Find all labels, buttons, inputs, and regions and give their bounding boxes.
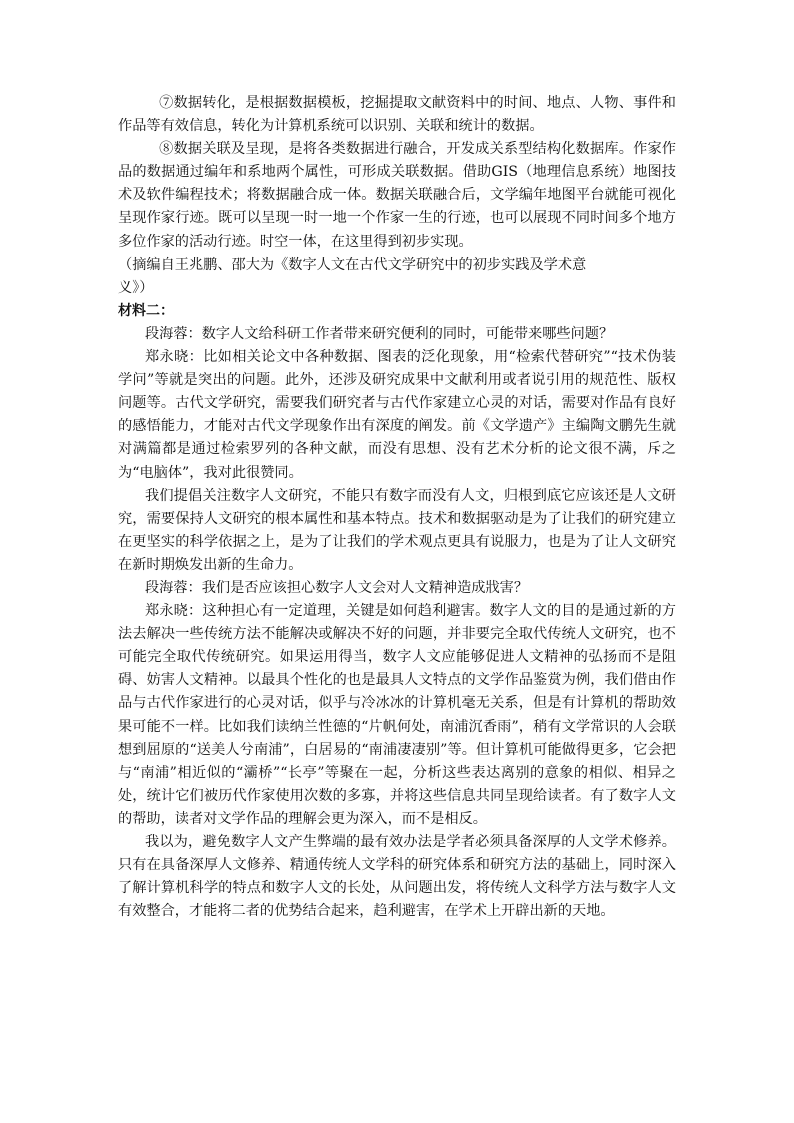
source-citation-end: 义》） bbox=[118, 279, 154, 296]
paragraph-data-association: ⑧数据关联及呈现，是将各类数据进行融合，开发成关系型结构化数据库。作家作品的数据通过编年和系地两个属性，可形成关联数据。借助GIS（地理信息系统）地图技术及软件编程技术；将数据融合成一体。数据关联融合后，文学编年地图平台就能可视化呈现作家行迹。既可以呈现一时一地一个作家一生的行迹，也可以展现不同时间多个地方多位作家的活动行迹。时空一体，在这里得到初步实现。 bbox=[118, 141, 676, 250]
dialogue-paragraph: 段海蓉：数字人文给科研工作者带来研究便利的同时，可能带来哪些问题？ bbox=[144, 325, 614, 342]
dialogue-paragraph: 郑永晓：比如相关论文中各种数据、图表的泛化现象，用“检索代替研究”“技术伪装学问”等就是突出的问题。此外，还涉及研究成果中文献利用或者说引用的规范性、版权问题等。古代文学研究，需要我们研究者与古代作家建立心灵的对话，需要对作品有良好的感悟能力，才能对古代文学现象作出有深度的阐发。前《文学遗产》主编陶文鹏先生就对满篇都是通过检索罗列的各种文献，而没有思想、没有艺术分析的论文很不满，斥之为“电脑体”，我对此很赞同。 bbox=[118, 349, 676, 481]
dialogue-paragraph: 我以为，避免数字人文产生弊端的最有效办法是学者必须具备深厚的人文学术修养。只有在具备深厚人文修养、精通传统人文学科的研究体系和研究方法的基础上，同时深入了解计算机科学的特点和数字人文的长处，从问题出发，将传统人文科学方法与数字人文有效整合，才能将二者的优势结合起来，趋利避害，在学术上开辟出新的天地。 bbox=[118, 834, 676, 920]
document-page bbox=[118, 92, 676, 923]
source-citation: （摘编自王兆鹏、邵大为《数字人文在古代文学研究中的初步实践及学术意 bbox=[118, 256, 587, 273]
paragraph-data-conversion: ⑦数据转化，是根据数据模板，挖掘提取文献资料中的时间、地点、人物、事件和作品等有效信息，转化为计算机系统可以识别、关联和统计的数据。 bbox=[118, 95, 676, 135]
dialogue-paragraph: 郑永晓：这种担心有一定道理，关键是如何趋利避害。数字人文的目的是通过新的方法去解决一些传统方法不能解决或解决不好的问题，并非要完全取代传统人文研究，也不可能完全取代传统研究。如果运用得当，数字人文应能够促进人文精神的弘扬而不是阻碍、妨害人文精神。以最具个性化的也是最具人文特点的文学作品鉴赏为例，我们借由作品与古代作家进行的心灵对话，似乎与冷冰冰的计算机毫无关系，但是有计算机的帮助效果可能不一样。比如我们读纳兰性德的“片帆何处，南浦沉香雨”，稍有文学常识的人会联想到屈原的“送美人兮南浦”，白居易的“南浦凄凄别”等。但计算机可能做得更多，它会把与“南浦”相近似的“灞桥”“长亭”等聚在一起，分析这些表达离别的意象的相似、相异之处，统计它们被历代作家使用次数的多寡，并将这些信息共同呈现给读者。有了数字人文的帮助，读者对文学作品的理解会更为深入，而不是相反。 bbox=[118, 603, 676, 827]
dialogue-paragraph: 我们提倡关注数字人文研究，不能只有数字而没有人文，归根到底它应该还是人文研究，需要保持人文研究的根本属性和基本特点。技术和数据驱动是为了让我们的研究建立在更坚实的科学依据之上，是为了让我们的学术观点更具有说服力，也是为了让人文研究在新时期焕发出新的生命力。 bbox=[118, 487, 676, 573]
section-heading-material-2: 材料二： bbox=[118, 302, 174, 319]
dialogue-paragraph: 段海蓉：我们是否应该担心数字人文会对人文精神造成戕害？ bbox=[144, 579, 529, 596]
